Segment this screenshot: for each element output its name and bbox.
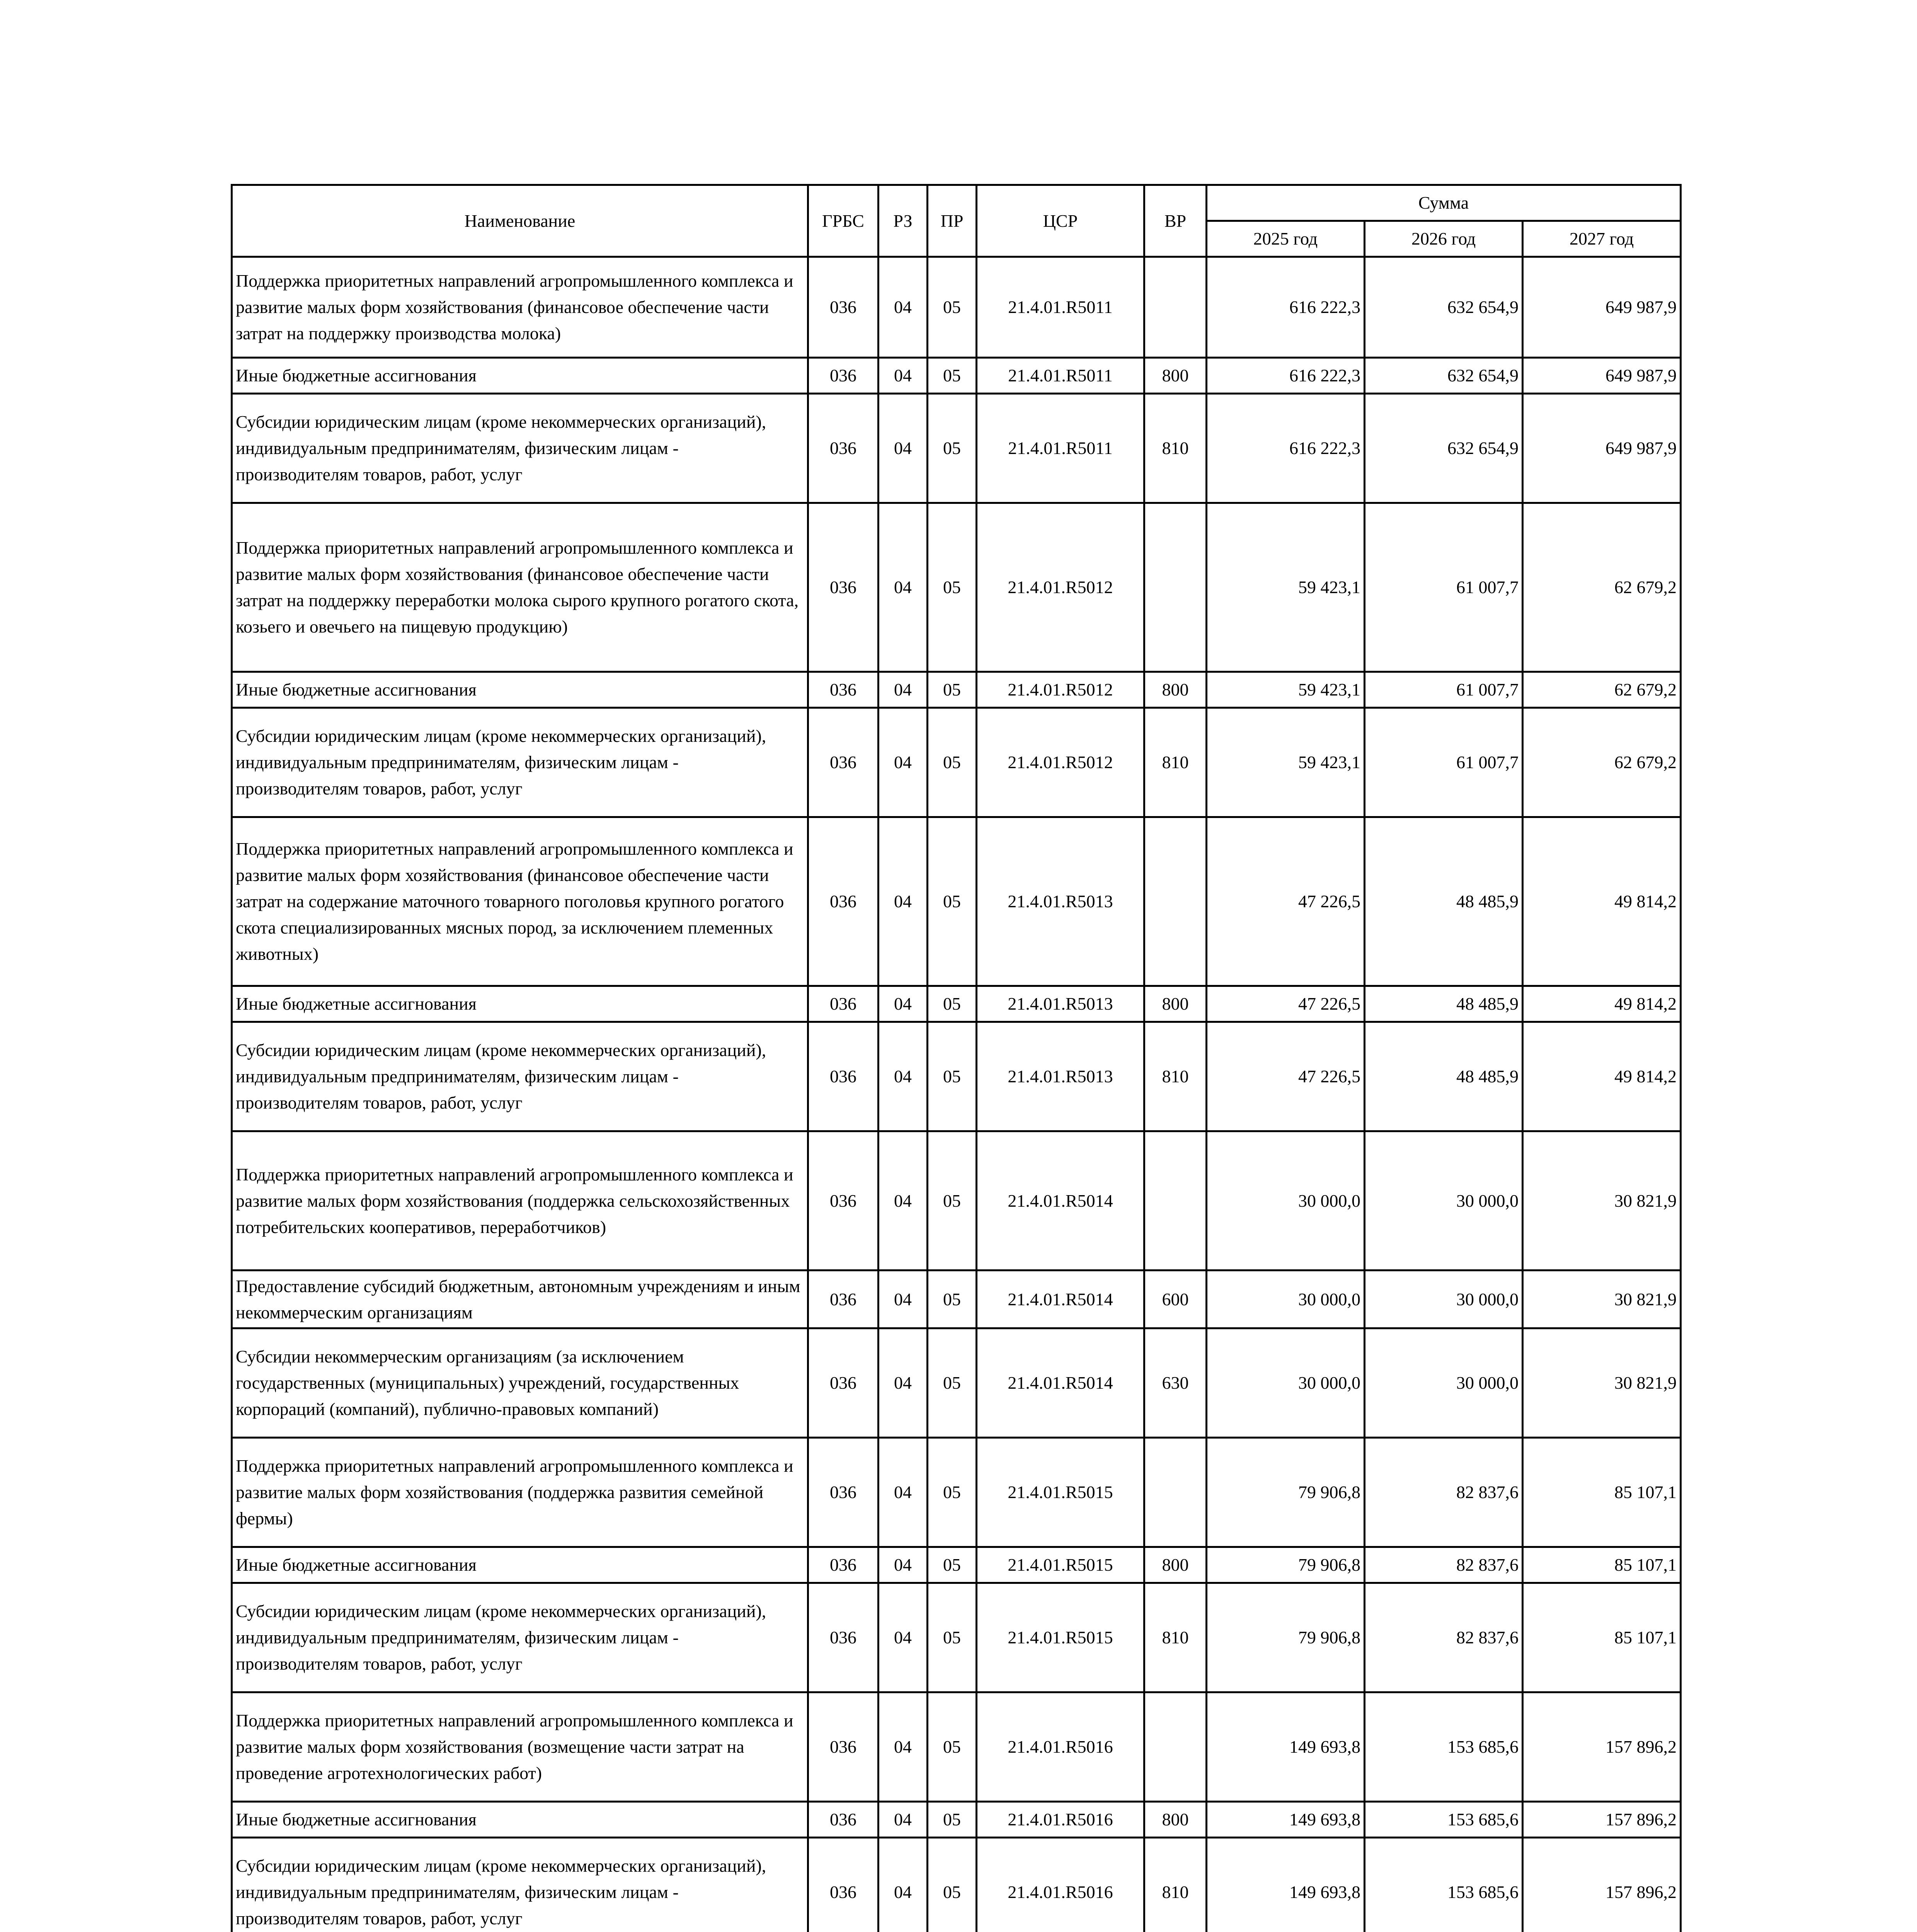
cell-sum-2025: 30 000,0 <box>1207 1131 1365 1270</box>
cell-csr: 21.4.01.R5011 <box>977 257 1144 358</box>
cell-csr: 21.4.01.R5015 <box>977 1583 1144 1692</box>
cell-rz: 04 <box>878 708 928 817</box>
cell-sum-2027: 62 679,2 <box>1523 672 1681 708</box>
cell-name: Предоставление субсидий бюджетным, автономным учреждениям и иным некоммерческим организациям <box>232 1270 808 1328</box>
cell-name: Поддержка приоритетных направлений агропромышленного комплекса и развитие малых форм хозяйствования (финансовое обеспечение части затрат на поддержку переработки молока сырого крупного рогатого скота, козьего и овечьего на пищевую продукцию) <box>232 503 808 672</box>
cell-csr: 21.4.01.R5015 <box>977 1438 1144 1547</box>
cell-sum-2026: 48 485,9 <box>1365 1022 1523 1131</box>
cell-vr: 800 <box>1144 358 1207 394</box>
cell-name: Субсидии некоммерческим организациям (за исключением государственных (муниципальных) учреждений, государственных корпораций (компаний), публично-правовых компаний) <box>232 1328 808 1438</box>
cell-rz: 04 <box>878 503 928 672</box>
table-row <box>232 358 1681 394</box>
cell-csr: 21.4.01.R5014 <box>977 1270 1144 1328</box>
cell-pr: 05 <box>928 1131 977 1270</box>
cell-rz: 04 <box>878 1838 928 1932</box>
cell-sum-2025: 149 693,8 <box>1207 1838 1365 1932</box>
cell-csr: 21.4.01.R5013 <box>977 817 1144 986</box>
cell-rz: 04 <box>878 672 928 708</box>
cell-sum-2025: 79 906,8 <box>1207 1547 1365 1583</box>
cell-name: Субсидии юридическим лицам (кроме некоммерческих организаций), индивидуальным предпринимателям, физическим лицам - производителям товаров, работ, услуг <box>232 708 808 817</box>
cell-grbs: 036 <box>808 708 878 817</box>
cell-vr: 800 <box>1144 986 1207 1022</box>
cell-grbs: 036 <box>808 358 878 394</box>
cell-name: Иные бюджетные ассигнования <box>232 358 808 394</box>
header-rz: РЗ <box>878 185 928 257</box>
table-row <box>232 1022 1681 1131</box>
cell-vr: 600 <box>1144 1270 1207 1328</box>
cell-name: Субсидии юридическим лицам (кроме некоммерческих организаций), индивидуальным предпринимателям, физическим лицам - производителям товаров, работ, услуг <box>232 1583 808 1692</box>
header-year-2025: 2025 год <box>1207 221 1365 257</box>
cell-vr <box>1144 503 1207 672</box>
cell-pr: 05 <box>928 257 977 358</box>
cell-grbs: 036 <box>808 257 878 358</box>
header-pr: ПР <box>928 185 977 257</box>
cell-rz: 04 <box>878 1802 928 1838</box>
cell-sum-2025: 47 226,5 <box>1207 817 1365 986</box>
cell-name: Поддержка приоритетных направлений агропромышленного комплекса и развитие малых форм хозяйствования (поддержка сельскохозяйственных потребительских кооперативов, переработчиков) <box>232 1131 808 1270</box>
cell-sum-2026: 61 007,7 <box>1365 672 1523 708</box>
table-row <box>232 1328 1681 1438</box>
cell-csr: 21.4.01.R5011 <box>977 358 1144 394</box>
cell-sum-2027: 85 107,1 <box>1523 1583 1681 1692</box>
table-row <box>232 503 1681 672</box>
cell-sum-2027: 49 814,2 <box>1523 817 1681 986</box>
table-row <box>232 1438 1681 1547</box>
cell-csr: 21.4.01.R5016 <box>977 1692 1144 1802</box>
cell-pr: 05 <box>928 1692 977 1802</box>
cell-pr: 05 <box>928 1583 977 1692</box>
cell-grbs: 036 <box>808 1131 878 1270</box>
cell-grbs: 036 <box>808 1022 878 1131</box>
table-row <box>232 257 1681 358</box>
table-row <box>232 1131 1681 1270</box>
cell-pr: 05 <box>928 986 977 1022</box>
header-sum: Сумма <box>1207 185 1681 221</box>
cell-sum-2027: 157 896,2 <box>1523 1692 1681 1802</box>
cell-sum-2027: 649 987,9 <box>1523 358 1681 394</box>
cell-rz: 04 <box>878 1547 928 1583</box>
cell-sum-2027: 62 679,2 <box>1523 503 1681 672</box>
cell-rz: 04 <box>878 817 928 986</box>
cell-pr: 05 <box>928 708 977 817</box>
cell-grbs: 036 <box>808 1802 878 1838</box>
cell-sum-2027: 157 896,2 <box>1523 1838 1681 1932</box>
cell-rz: 04 <box>878 1583 928 1692</box>
cell-name: Иные бюджетные ассигнования <box>232 1802 808 1838</box>
cell-sum-2025: 30 000,0 <box>1207 1328 1365 1438</box>
cell-rz: 04 <box>878 394 928 503</box>
cell-grbs: 036 <box>808 1583 878 1692</box>
cell-vr <box>1144 1438 1207 1547</box>
cell-sum-2025: 59 423,1 <box>1207 672 1365 708</box>
table-header <box>232 185 1681 257</box>
cell-vr <box>1144 257 1207 358</box>
table-row <box>232 1692 1681 1802</box>
table-row <box>232 1838 1681 1932</box>
cell-sum-2026: 48 485,9 <box>1365 986 1523 1022</box>
table-row <box>232 1270 1681 1328</box>
header-grbs: ГРБС <box>808 185 878 257</box>
cell-grbs: 036 <box>808 503 878 672</box>
cell-sum-2026: 153 685,6 <box>1365 1692 1523 1802</box>
cell-rz: 04 <box>878 257 928 358</box>
cell-csr: 21.4.01.R5014 <box>977 1328 1144 1438</box>
cell-grbs: 036 <box>808 817 878 986</box>
cell-vr <box>1144 1692 1207 1802</box>
cell-sum-2027: 30 821,9 <box>1523 1270 1681 1328</box>
header-csr: ЦСР <box>977 185 1144 257</box>
cell-sum-2026: 30 000,0 <box>1365 1270 1523 1328</box>
cell-grbs: 036 <box>808 394 878 503</box>
table-row <box>232 1802 1681 1838</box>
cell-sum-2027: 85 107,1 <box>1523 1547 1681 1583</box>
table-row <box>232 986 1681 1022</box>
cell-vr: 810 <box>1144 1583 1207 1692</box>
cell-pr: 05 <box>928 817 977 986</box>
cell-sum-2027: 30 821,9 <box>1523 1328 1681 1438</box>
cell-vr: 810 <box>1144 394 1207 503</box>
cell-rz: 04 <box>878 1692 928 1802</box>
cell-sum-2026: 632 654,9 <box>1365 394 1523 503</box>
cell-grbs: 036 <box>808 1547 878 1583</box>
cell-vr <box>1144 817 1207 986</box>
cell-sum-2027: 85 107,1 <box>1523 1438 1681 1547</box>
table-row <box>232 817 1681 986</box>
cell-grbs: 036 <box>808 672 878 708</box>
cell-name: Иные бюджетные ассигнования <box>232 672 808 708</box>
header-name: Наименование <box>232 185 808 257</box>
cell-name: Поддержка приоритетных направлений агропромышленного комплекса и развитие малых форм хозяйствования (поддержка развития семейной фермы) <box>232 1438 808 1547</box>
cell-vr: 800 <box>1144 672 1207 708</box>
cell-name: Субсидии юридическим лицам (кроме некоммерческих организаций), индивидуальным предпринимателям, физическим лицам - производителям товаров, работ, услуг <box>232 1022 808 1131</box>
cell-rz: 04 <box>878 1131 928 1270</box>
cell-sum-2025: 47 226,5 <box>1207 1022 1365 1131</box>
cell-sum-2026: 82 837,6 <box>1365 1583 1523 1692</box>
cell-sum-2025: 47 226,5 <box>1207 986 1365 1022</box>
header-year-2027: 2027 год <box>1523 221 1681 257</box>
cell-pr: 05 <box>928 358 977 394</box>
cell-csr: 21.4.01.R5013 <box>977 1022 1144 1131</box>
cell-pr: 05 <box>928 1328 977 1438</box>
cell-pr: 05 <box>928 1270 977 1328</box>
cell-sum-2025: 59 423,1 <box>1207 708 1365 817</box>
cell-grbs: 036 <box>808 986 878 1022</box>
cell-vr: 810 <box>1144 1838 1207 1932</box>
cell-pr: 05 <box>928 503 977 672</box>
cell-name: Поддержка приоритетных направлений агропромышленного комплекса и развитие малых форм хозяйствования (финансовое обеспечение части затрат на поддержку производства молока) <box>232 257 808 358</box>
cell-sum-2026: 30 000,0 <box>1365 1131 1523 1270</box>
cell-name: Поддержка приоритетных направлений агропромышленного комплекса и развитие малых форм хозяйствования (финансовое обеспечение части затрат на содержание маточного товарного поголовья крупного рогатого скота специализированных мясных пород, за исключением племенных животных) <box>232 817 808 986</box>
cell-rz: 04 <box>878 1022 928 1131</box>
cell-rz: 04 <box>878 986 928 1022</box>
cell-grbs: 036 <box>808 1692 878 1802</box>
table-row <box>232 672 1681 708</box>
cell-name: Иные бюджетные ассигнования <box>232 1547 808 1583</box>
cell-pr: 05 <box>928 1022 977 1131</box>
cell-name: Субсидии юридическим лицам (кроме некоммерческих организаций), индивидуальным предпринимателям, физическим лицам - производителям товаров, работ, услуг <box>232 1838 808 1932</box>
cell-rz: 04 <box>878 1328 928 1438</box>
cell-sum-2026: 153 685,6 <box>1365 1838 1523 1932</box>
cell-sum-2027: 49 814,2 <box>1523 1022 1681 1131</box>
cell-csr: 21.4.01.R5015 <box>977 1547 1144 1583</box>
cell-vr: 800 <box>1144 1547 1207 1583</box>
cell-csr: 21.4.01.R5013 <box>977 986 1144 1022</box>
cell-rz: 04 <box>878 358 928 394</box>
cell-grbs: 036 <box>808 1838 878 1932</box>
cell-vr: 800 <box>1144 1802 1207 1838</box>
cell-sum-2027: 30 821,9 <box>1523 1131 1681 1270</box>
cell-name: Иные бюджетные ассигнования <box>232 986 808 1022</box>
cell-pr: 05 <box>928 1802 977 1838</box>
cell-sum-2026: 30 000,0 <box>1365 1328 1523 1438</box>
table-row <box>232 1547 1681 1583</box>
cell-sum-2026: 82 837,6 <box>1365 1438 1523 1547</box>
cell-sum-2027: 62 679,2 <box>1523 708 1681 817</box>
cell-rz: 04 <box>878 1438 928 1547</box>
header-year-2026: 2026 год <box>1365 221 1523 257</box>
budget-table <box>231 184 1682 1932</box>
cell-name: Поддержка приоритетных направлений агропромышленного комплекса и развитие малых форм хозяйствования (возмещение части затрат на проведение агротехнологических работ) <box>232 1692 808 1802</box>
cell-sum-2027: 49 814,2 <box>1523 986 1681 1022</box>
cell-vr: 630 <box>1144 1328 1207 1438</box>
cell-vr: 810 <box>1144 1022 1207 1131</box>
header-vr: ВР <box>1144 185 1207 257</box>
cell-sum-2025: 79 906,8 <box>1207 1583 1365 1692</box>
cell-sum-2025: 79 906,8 <box>1207 1438 1365 1547</box>
table-row <box>232 394 1681 503</box>
cell-sum-2026: 632 654,9 <box>1365 257 1523 358</box>
cell-pr: 05 <box>928 394 977 503</box>
table-row <box>232 1583 1681 1692</box>
cell-csr: 21.4.01.R5012 <box>977 672 1144 708</box>
cell-sum-2026: 61 007,7 <box>1365 503 1523 672</box>
cell-sum-2025: 616 222,3 <box>1207 358 1365 394</box>
cell-sum-2025: 149 693,8 <box>1207 1692 1365 1802</box>
cell-sum-2025: 30 000,0 <box>1207 1270 1365 1328</box>
cell-sum-2027: 649 987,9 <box>1523 257 1681 358</box>
cell-sum-2025: 616 222,3 <box>1207 394 1365 503</box>
cell-grbs: 036 <box>808 1270 878 1328</box>
cell-csr: 21.4.01.R5011 <box>977 394 1144 503</box>
cell-pr: 05 <box>928 1438 977 1547</box>
cell-sum-2025: 149 693,8 <box>1207 1802 1365 1838</box>
cell-pr: 05 <box>928 672 977 708</box>
cell-sum-2026: 153 685,6 <box>1365 1802 1523 1838</box>
cell-csr: 21.4.01.R5012 <box>977 503 1144 672</box>
cell-sum-2027: 649 987,9 <box>1523 394 1681 503</box>
cell-vr <box>1144 1131 1207 1270</box>
table-body <box>232 257 1681 1932</box>
cell-rz: 04 <box>878 1270 928 1328</box>
cell-sum-2025: 59 423,1 <box>1207 503 1365 672</box>
cell-pr: 05 <box>928 1838 977 1932</box>
cell-grbs: 036 <box>808 1438 878 1547</box>
cell-sum-2026: 632 654,9 <box>1365 358 1523 394</box>
cell-grbs: 036 <box>808 1328 878 1438</box>
cell-name: Субсидии юридическим лицам (кроме некоммерческих организаций), индивидуальным предпринимателям, физическим лицам - производителям товаров, работ, услуг <box>232 394 808 503</box>
cell-csr: 21.4.01.R5016 <box>977 1802 1144 1838</box>
cell-csr: 21.4.01.R5016 <box>977 1838 1144 1932</box>
table-row <box>232 708 1681 817</box>
cell-sum-2026: 82 837,6 <box>1365 1547 1523 1583</box>
cell-sum-2027: 157 896,2 <box>1523 1802 1681 1838</box>
cell-csr: 21.4.01.R5012 <box>977 708 1144 817</box>
cell-pr: 05 <box>928 1547 977 1583</box>
cell-csr: 21.4.01.R5014 <box>977 1131 1144 1270</box>
cell-sum-2026: 61 007,7 <box>1365 708 1523 817</box>
cell-sum-2025: 616 222,3 <box>1207 257 1365 358</box>
cell-sum-2026: 48 485,9 <box>1365 817 1523 986</box>
cell-vr: 810 <box>1144 708 1207 817</box>
